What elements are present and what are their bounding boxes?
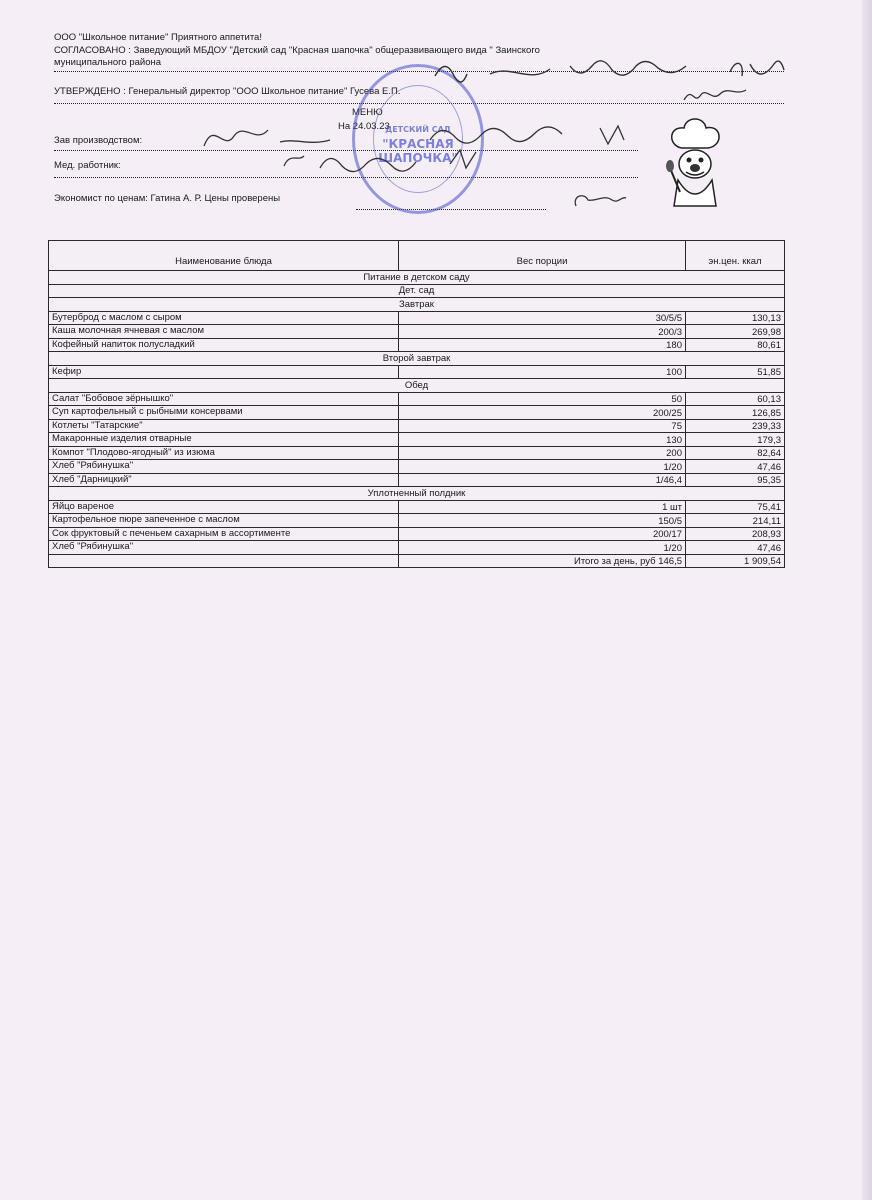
portion-weight: 200/25 (399, 406, 686, 420)
stamp-line-2: "КРАСНАЯ (382, 137, 454, 151)
portion-weight: 200 (399, 446, 686, 460)
total-blank-cell (49, 554, 399, 568)
energy-value: 126,85 (686, 406, 785, 420)
dish-name: Хлеб "Дарницкий" (49, 473, 399, 487)
energy-value: 47,46 (686, 460, 785, 474)
meal-section-row (49, 487, 785, 501)
table-row (49, 460, 785, 474)
chef-mascot-icon (662, 118, 728, 214)
agreed-line-cont: муниципального района (54, 57, 162, 68)
portion-weight: 75 (399, 419, 686, 433)
dish-name: Суп картофельный с рыбными консервами (49, 406, 399, 420)
table-row (49, 500, 785, 514)
meal-title: Уплотненный полдник (49, 487, 785, 501)
header-dish-name: Наименование блюда (49, 241, 399, 271)
economist-label: Экономист по ценам: Гатина А. Р. Цены проверены (54, 193, 281, 204)
table-row (49, 325, 785, 339)
medic-label: Мед. работник: (54, 160, 121, 171)
portion-weight: 150/5 (399, 514, 686, 528)
table-row (49, 446, 785, 460)
meal-title: Завтрак (49, 298, 785, 312)
energy-value: 269,98 (686, 325, 785, 339)
meal-title: Второй завтрак (49, 352, 785, 366)
approved-line: УТВЕРЖДЕНО : Генеральный директор "ООО Школьное питание" Гусева Е.П. (54, 86, 401, 97)
energy-value: 51,85 (686, 365, 785, 379)
table-row (49, 514, 785, 528)
energy-value: 179,3 (686, 433, 785, 447)
dish-name: Салат "Бобовое зёрнышко" (49, 392, 399, 406)
energy-value: 75,41 (686, 500, 785, 514)
section-row (49, 284, 785, 298)
energy-value: 82,64 (686, 446, 785, 460)
total-label: Итого за день, руб 146,5 (399, 554, 686, 568)
page-edge (862, 0, 872, 1200)
portion-weight: 30/5/5 (399, 311, 686, 325)
table-row (49, 473, 785, 487)
dish-name: Картофельное пюре запеченное с маслом (49, 514, 399, 528)
approved-signature (680, 84, 760, 108)
portion-weight: 100 (399, 365, 686, 379)
dish-name: Хлеб "Рябинушка" (49, 541, 399, 555)
company-line: ООО "Школьное питание" Приятного аппетита! (54, 32, 262, 43)
energy-value: 214,11 (686, 514, 785, 528)
dish-name: Сок фруктовый с печеньем сахарным в ассортименте (49, 527, 399, 541)
portion-weight: 50 (399, 392, 686, 406)
agreed-line: СОГЛАСОВАНО : Заведующий МБДОУ "Детский сад "Красная шапочка" общеразвивающего вида " Заинского (54, 45, 540, 56)
energy-value: 80,61 (686, 338, 785, 352)
dish-name: Яйцо вареное (49, 500, 399, 514)
production-head-label: Зав производством: (54, 135, 143, 146)
table-row (49, 392, 785, 406)
menu-table (48, 240, 785, 568)
dish-name: Каша молочная ячневая с маслом (49, 325, 399, 339)
table-row (49, 541, 785, 555)
dish-name: Бутерброд с маслом с сыром (49, 311, 399, 325)
portion-weight: 1/20 (399, 460, 686, 474)
table-row (49, 419, 785, 433)
medic-signature (280, 144, 530, 178)
stamp-line-3: ШАПОЧКА" (378, 151, 458, 165)
portion-weight: 180 (399, 338, 686, 352)
dish-name: Котлеты "Татарские" (49, 419, 399, 433)
header-portion-weight: Вес порции (399, 241, 686, 271)
economist-signature-line (356, 209, 546, 210)
stamp-line-1: ДЕТСКИЙ САД (385, 125, 451, 134)
total-row (49, 554, 785, 568)
portion-weight: 1/46,4 (399, 473, 686, 487)
portion-weight: 1/20 (399, 541, 686, 555)
meal-section-row (49, 298, 785, 312)
section-row (49, 271, 785, 285)
dish-name: Хлеб "Рябинушка" (49, 460, 399, 474)
meal-section-row (49, 379, 785, 393)
section-title: Дет. сад (49, 284, 785, 298)
portion-weight: 200/17 (399, 527, 686, 541)
energy-value: 60,13 (686, 392, 785, 406)
table-row (49, 365, 785, 379)
table-header-row (49, 241, 785, 271)
economist-signature (570, 190, 630, 214)
portion-weight: 200/3 (399, 325, 686, 339)
section-title: Питание в детском саду (49, 271, 785, 285)
energy-value: 208,93 (686, 527, 785, 541)
table-row (49, 311, 785, 325)
energy-value: 130,13 (686, 311, 785, 325)
header-energy: эн.цен. ккал (686, 241, 785, 271)
table-row (49, 527, 785, 541)
dish-name: Кефир (49, 365, 399, 379)
table-row (49, 406, 785, 420)
dish-name: Компот "Плодово-ягодный" из изюма (49, 446, 399, 460)
portion-weight: 130 (399, 433, 686, 447)
portion-weight: 1 шт (399, 500, 686, 514)
energy-value: 239,33 (686, 419, 785, 433)
menu-body (49, 271, 785, 555)
table-row (49, 338, 785, 352)
total-kcal: 1 909,54 (686, 554, 785, 568)
dish-name: Макаронные изделия отварные (49, 433, 399, 447)
energy-value: 47,46 (686, 541, 785, 555)
menu-title: МЕНЮ (352, 107, 383, 118)
meal-title: Обед (49, 379, 785, 393)
energy-value: 95,35 (686, 473, 785, 487)
menu-date: На 24.03.23 (338, 121, 390, 132)
dish-name: Кофейный напиток полусладкий (49, 338, 399, 352)
meal-section-row (49, 352, 785, 366)
table-row (49, 433, 785, 447)
